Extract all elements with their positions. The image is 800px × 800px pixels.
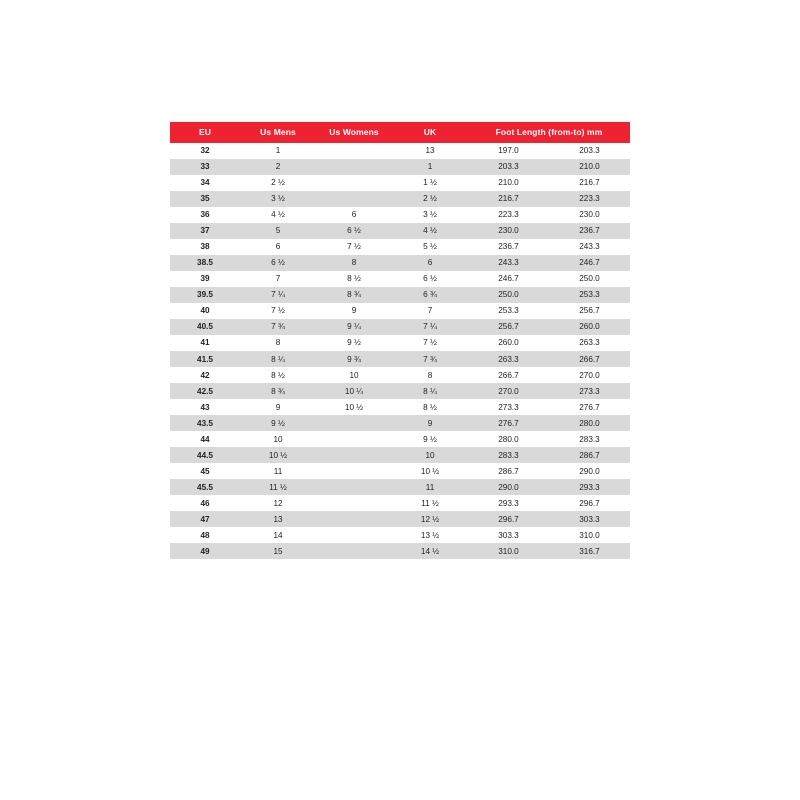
cell-us-womens: 8 ¾	[316, 287, 392, 303]
cell-us-mens: 12	[240, 495, 316, 511]
cell-foot-length-from: 236.7	[468, 239, 549, 255]
cell-us-womens	[316, 543, 392, 559]
cell-foot-length-from: 243.3	[468, 255, 549, 271]
cell-eu: 43	[170, 399, 240, 415]
cell-us-womens	[316, 431, 392, 447]
cell-us-womens	[316, 159, 392, 175]
cell-us-womens: 9	[316, 303, 392, 319]
cell-eu: 41.5	[170, 351, 240, 367]
cell-us-womens: 9 ¼	[316, 319, 392, 335]
cell-us-mens: 4 ½	[240, 207, 316, 223]
table-row	[170, 415, 630, 431]
cell-eu: 49	[170, 543, 240, 559]
cell-foot-length-to: 263.3	[549, 335, 630, 351]
cell-us-mens: 13	[240, 511, 316, 527]
table-row	[170, 399, 630, 415]
cell-uk: 10	[392, 447, 468, 463]
cell-foot-length-to: 270.0	[549, 367, 630, 383]
table-row	[170, 319, 630, 335]
cell-foot-length-from: 197.0	[468, 143, 549, 159]
cell-eu: 38	[170, 239, 240, 255]
cell-us-womens	[316, 463, 392, 479]
cell-foot-length-from: 290.0	[468, 479, 549, 495]
cell-us-mens: 11	[240, 463, 316, 479]
cell-foot-length-to: 256.7	[549, 303, 630, 319]
cell-eu: 40.5	[170, 319, 240, 335]
cell-foot-length-from: 203.3	[468, 159, 549, 175]
cell-foot-length-to: 250.0	[549, 271, 630, 287]
cell-us-womens	[316, 511, 392, 527]
cell-us-mens: 8 ¼	[240, 351, 316, 367]
table-row	[170, 511, 630, 527]
cell-eu: 41	[170, 335, 240, 351]
cell-foot-length-from: 283.3	[468, 447, 549, 463]
table-row	[170, 239, 630, 255]
table-row	[170, 463, 630, 479]
cell-eu: 47	[170, 511, 240, 527]
cell-us-womens: 9 ½	[316, 335, 392, 351]
table-row	[170, 447, 630, 463]
cell-foot-length-to: 293.3	[549, 479, 630, 495]
column-header-foot-length: Foot Length (from-to) mm	[468, 122, 630, 143]
cell-us-mens: 10 ½	[240, 447, 316, 463]
table-row	[170, 431, 630, 447]
table-row	[170, 303, 630, 319]
cell-foot-length-from: 263.3	[468, 351, 549, 367]
cell-foot-length-from: 280.0	[468, 431, 549, 447]
cell-eu: 38.5	[170, 255, 240, 271]
cell-us-mens: 3 ½	[240, 191, 316, 207]
cell-foot-length-from: 256.7	[468, 319, 549, 335]
cell-foot-length-from: 266.7	[468, 367, 549, 383]
size-chart-container	[170, 122, 630, 559]
cell-us-mens: 8	[240, 335, 316, 351]
cell-foot-length-to: 216.7	[549, 175, 630, 191]
cell-us-womens: 9 ¾	[316, 351, 392, 367]
table-row	[170, 383, 630, 399]
cell-us-womens	[316, 479, 392, 495]
cell-us-mens: 8 ¾	[240, 383, 316, 399]
cell-uk: 12 ½	[392, 511, 468, 527]
cell-us-womens: 8 ½	[316, 271, 392, 287]
table-row	[170, 351, 630, 367]
cell-foot-length-from: 230.0	[468, 223, 549, 239]
cell-foot-length-to: 276.7	[549, 399, 630, 415]
table-row	[170, 143, 630, 159]
column-header-us-womens: Us Womens	[316, 122, 392, 143]
cell-foot-length-from: 310.0	[468, 543, 549, 559]
table-row	[170, 175, 630, 191]
cell-us-womens	[316, 447, 392, 463]
cell-foot-length-to: 303.3	[549, 511, 630, 527]
cell-foot-length-to: 296.7	[549, 495, 630, 511]
cell-us-mens: 14	[240, 527, 316, 543]
cell-foot-length-to: 316.7	[549, 543, 630, 559]
cell-uk: 1 ½	[392, 175, 468, 191]
cell-foot-length-to: 286.7	[549, 447, 630, 463]
cell-uk: 7 ¾	[392, 351, 468, 367]
cell-foot-length-from: 250.0	[468, 287, 549, 303]
cell-us-mens: 8 ½	[240, 367, 316, 383]
cell-us-mens: 5	[240, 223, 316, 239]
cell-foot-length-to: 210.0	[549, 159, 630, 175]
cell-uk: 7 ½	[392, 335, 468, 351]
cell-us-womens	[316, 143, 392, 159]
cell-foot-length-from: 260.0	[468, 335, 549, 351]
cell-foot-length-from: 216.7	[468, 191, 549, 207]
cell-eu: 42.5	[170, 383, 240, 399]
cell-foot-length-from: 276.7	[468, 415, 549, 431]
cell-us-womens	[316, 415, 392, 431]
table-row	[170, 527, 630, 543]
cell-us-mens: 7	[240, 271, 316, 287]
cell-us-mens: 2 ½	[240, 175, 316, 191]
cell-eu: 48	[170, 527, 240, 543]
cell-foot-length-from: 303.3	[468, 527, 549, 543]
cell-uk: 10 ½	[392, 463, 468, 479]
cell-eu: 44.5	[170, 447, 240, 463]
cell-foot-length-from: 296.7	[468, 511, 549, 527]
cell-us-womens: 6 ½	[316, 223, 392, 239]
cell-eu: 45.5	[170, 479, 240, 495]
cell-uk: 2 ½	[392, 191, 468, 207]
cell-uk: 11 ½	[392, 495, 468, 511]
table-row	[170, 207, 630, 223]
table-body	[170, 143, 630, 559]
cell-us-mens: 6 ½	[240, 255, 316, 271]
cell-eu: 33	[170, 159, 240, 175]
cell-foot-length-to: 243.3	[549, 239, 630, 255]
table-row	[170, 287, 630, 303]
cell-foot-length-to: 283.3	[549, 431, 630, 447]
table-row	[170, 223, 630, 239]
cell-foot-length-to: 203.3	[549, 143, 630, 159]
cell-eu: 35	[170, 191, 240, 207]
cell-us-mens: 7 ½	[240, 303, 316, 319]
cell-uk: 14 ½	[392, 543, 468, 559]
cell-foot-length-to: 280.0	[549, 415, 630, 431]
cell-eu: 42	[170, 367, 240, 383]
cell-uk: 13	[392, 143, 468, 159]
cell-eu: 37	[170, 223, 240, 239]
cell-eu: 34	[170, 175, 240, 191]
cell-foot-length-to: 260.0	[549, 319, 630, 335]
cell-us-womens: 10	[316, 367, 392, 383]
cell-us-womens: 6	[316, 207, 392, 223]
column-header-uk: UK	[392, 122, 468, 143]
cell-foot-length-from: 210.0	[468, 175, 549, 191]
cell-uk: 1	[392, 159, 468, 175]
cell-us-womens	[316, 175, 392, 191]
cell-foot-length-from: 253.3	[468, 303, 549, 319]
table-row	[170, 543, 630, 559]
column-header-eu: EU	[170, 122, 240, 143]
cell-eu: 36	[170, 207, 240, 223]
cell-uk: 6 ½	[392, 271, 468, 287]
cell-uk: 4 ½	[392, 223, 468, 239]
cell-uk: 3 ½	[392, 207, 468, 223]
cell-eu: 39.5	[170, 287, 240, 303]
cell-uk: 9 ½	[392, 431, 468, 447]
table-header	[170, 122, 630, 143]
cell-foot-length-from: 246.7	[468, 271, 549, 287]
cell-foot-length-to: 253.3	[549, 287, 630, 303]
cell-foot-length-to: 310.0	[549, 527, 630, 543]
table-row	[170, 159, 630, 175]
cell-us-mens: 10	[240, 431, 316, 447]
table-row	[170, 271, 630, 287]
column-header-us-mens: Us Mens	[240, 122, 316, 143]
cell-us-mens: 1	[240, 143, 316, 159]
size-chart-table	[170, 122, 630, 559]
cell-eu: 39	[170, 271, 240, 287]
cell-foot-length-to: 290.0	[549, 463, 630, 479]
cell-us-womens: 7 ½	[316, 239, 392, 255]
cell-uk: 6	[392, 255, 468, 271]
cell-foot-length-to: 266.7	[549, 351, 630, 367]
table-row	[170, 335, 630, 351]
cell-eu: 32	[170, 143, 240, 159]
cell-uk: 7	[392, 303, 468, 319]
cell-uk: 6 ¾	[392, 287, 468, 303]
cell-foot-length-from: 273.3	[468, 399, 549, 415]
cell-us-mens: 9	[240, 399, 316, 415]
cell-foot-length-to: 223.3	[549, 191, 630, 207]
cell-eu: 40	[170, 303, 240, 319]
cell-eu: 46	[170, 495, 240, 511]
cell-foot-length-to: 246.7	[549, 255, 630, 271]
cell-foot-length-to: 230.0	[549, 207, 630, 223]
cell-us-mens: 9 ½	[240, 415, 316, 431]
cell-foot-length-to: 273.3	[549, 383, 630, 399]
cell-uk: 13 ½	[392, 527, 468, 543]
cell-eu: 44	[170, 431, 240, 447]
cell-uk: 7 ¼	[392, 319, 468, 335]
cell-foot-length-from: 286.7	[468, 463, 549, 479]
cell-us-mens: 2	[240, 159, 316, 175]
cell-us-mens: 11 ½	[240, 479, 316, 495]
table-row	[170, 255, 630, 271]
cell-us-womens: 10 ½	[316, 399, 392, 415]
table-header-row	[170, 122, 630, 143]
cell-foot-length-to: 236.7	[549, 223, 630, 239]
table-row	[170, 191, 630, 207]
table-row	[170, 495, 630, 511]
cell-us-mens: 6	[240, 239, 316, 255]
cell-eu: 43.5	[170, 415, 240, 431]
cell-uk: 9	[392, 415, 468, 431]
cell-us-womens	[316, 527, 392, 543]
cell-us-mens: 15	[240, 543, 316, 559]
cell-us-mens: 7 ¾	[240, 319, 316, 335]
cell-us-womens	[316, 495, 392, 511]
cell-uk: 5 ½	[392, 239, 468, 255]
cell-uk: 8 ¼	[392, 383, 468, 399]
cell-uk: 8	[392, 367, 468, 383]
cell-foot-length-from: 223.3	[468, 207, 549, 223]
table-row	[170, 367, 630, 383]
cell-foot-length-from: 270.0	[468, 383, 549, 399]
cell-uk: 11	[392, 479, 468, 495]
cell-us-womens: 10 ¼	[316, 383, 392, 399]
cell-us-womens	[316, 191, 392, 207]
cell-us-womens: 8	[316, 255, 392, 271]
cell-us-mens: 7 ¼	[240, 287, 316, 303]
table-row	[170, 479, 630, 495]
cell-uk: 8 ½	[392, 399, 468, 415]
cell-foot-length-from: 293.3	[468, 495, 549, 511]
cell-eu: 45	[170, 463, 240, 479]
